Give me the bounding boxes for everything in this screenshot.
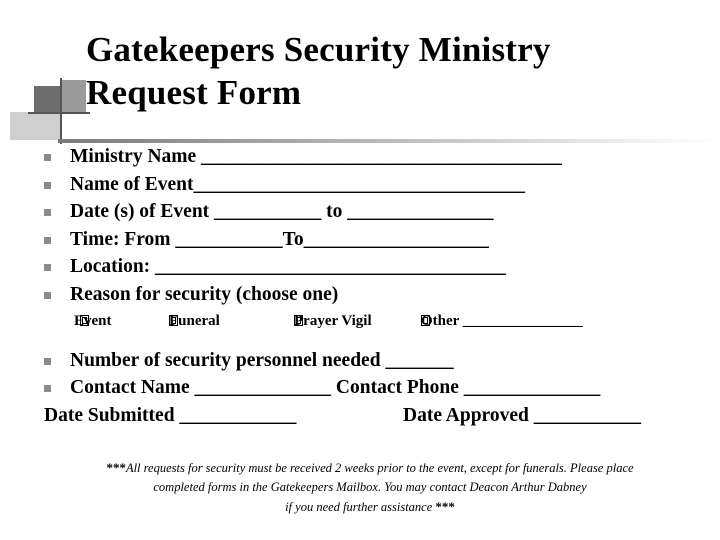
option-prayer-vigil-label: Prayer Vigil [294, 313, 372, 329]
reason-options [74, 313, 674, 335]
option-event-label: Event [74, 313, 112, 329]
option-other[interactable] [421, 313, 583, 330]
location-field[interactable]: Location: ____________________________________ [70, 256, 507, 277]
form-title [86, 28, 551, 114]
note-text-1: All requests for security must be received 2 weeks prior to the event, except for funerals. Please place [125, 461, 634, 475]
reason-heading: Reason for security (choose one) [70, 284, 339, 305]
bullet [44, 264, 51, 271]
option-prayer-vigil[interactable] [294, 313, 372, 330]
decor-vertical-line [60, 78, 62, 144]
instructions-note [30, 458, 710, 517]
title-line-1: Gatekeepers Security Ministry [86, 30, 551, 69]
note-text-3: if you need further assistance [285, 500, 436, 514]
note-stars-open: *** [106, 460, 126, 475]
bullet [44, 237, 51, 244]
bullet [44, 292, 51, 299]
option-event[interactable] [74, 313, 112, 330]
bullet [44, 358, 51, 365]
ministry-name-field[interactable]: Ministry Name _____________________________________ [70, 146, 562, 167]
bullet [44, 209, 51, 216]
time-field[interactable]: Time: From ___________To___________________ [70, 229, 489, 250]
contact-field[interactable]: Contact Name ______________ Contact Phone ______________ [70, 377, 601, 398]
note-stars-close: *** [435, 499, 455, 514]
decor-square-dark [34, 86, 60, 112]
option-other-label: Other ________________ [421, 313, 583, 329]
personnel-count-field[interactable]: Number of security personnel needed _______ [70, 350, 454, 371]
option-funeral[interactable] [169, 313, 220, 330]
note-line-3 [30, 497, 710, 517]
decor-horizontal-line [28, 112, 90, 114]
date-approved-field[interactable]: Date Approved ___________ [403, 405, 641, 426]
prayer-vigil-checkbox[interactable] [294, 315, 303, 326]
event-date-field[interactable]: Date (s) of Event ___________ to _______________ [70, 201, 494, 222]
decor-square-mid [60, 80, 86, 112]
note-line-2: completed forms in the Gatekeepers Mailbox. You may contact Deacon Arthur Dabney [153, 480, 587, 494]
date-submitted-field[interactable]: Date Submitted ____________ [44, 405, 297, 426]
funeral-checkbox[interactable] [169, 315, 178, 326]
bullet [44, 385, 51, 392]
event-name-field[interactable]: Name of Event__________________________________ [70, 174, 525, 195]
option-funeral-label: Funeral [169, 313, 220, 329]
bullet [44, 154, 51, 161]
note-line-1 [30, 458, 710, 478]
event-checkbox[interactable] [80, 315, 89, 326]
decor-square-light [10, 112, 60, 140]
bullet [44, 182, 51, 189]
title-rule [58, 139, 720, 143]
other-checkbox[interactable] [421, 315, 430, 326]
title-line-2: Request Form [86, 73, 302, 112]
